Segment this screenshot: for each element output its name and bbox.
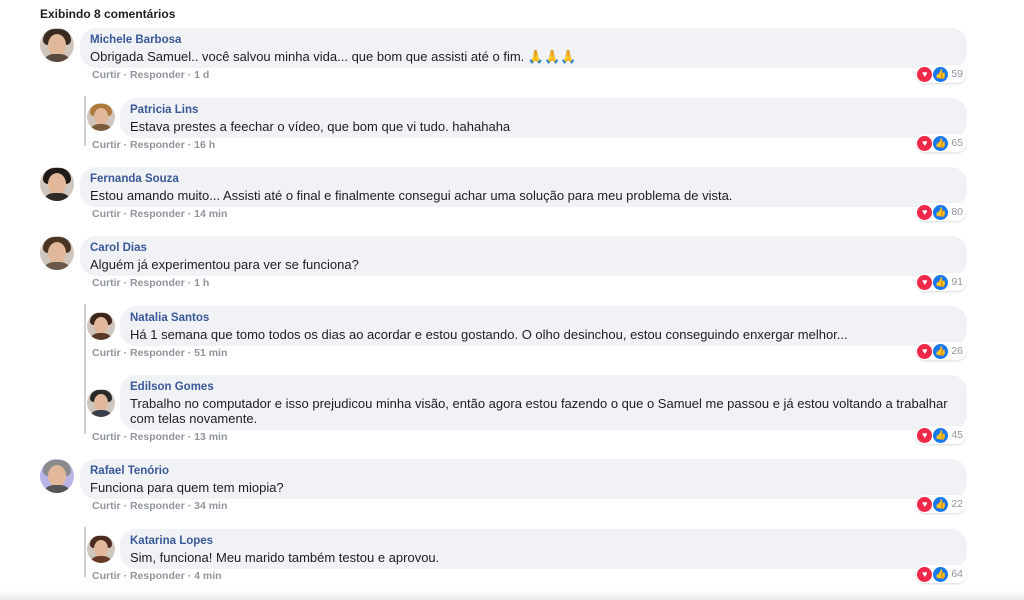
comment-actions: Curtir · Responder · 14 min <box>92 208 228 220</box>
like-link[interactable]: Curtir <box>92 208 121 220</box>
comment-author[interactable]: Fernanda Souza <box>90 173 179 185</box>
heart-icon: ♥ <box>917 67 932 82</box>
like-link[interactable]: Curtir <box>92 431 121 443</box>
reply-link[interactable]: Responder <box>129 139 185 151</box>
heart-icon: ♥ <box>917 344 932 359</box>
avatar[interactable] <box>87 103 115 131</box>
comment-actions: Curtir · Responder · 1 h <box>92 277 210 289</box>
reactions-summary[interactable] <box>916 495 966 513</box>
reaction-count: 45 <box>951 429 963 441</box>
comment-bubble <box>120 306 967 346</box>
like-link[interactable]: Curtir <box>92 570 121 582</box>
comment-bubble <box>80 459 967 499</box>
like-link[interactable]: Curtir <box>92 69 121 81</box>
thumbs-up-icon: 👍 <box>933 67 948 82</box>
reactions-summary[interactable] <box>916 134 966 152</box>
comment-time[interactable]: 1 d <box>194 69 210 81</box>
comment-bubble <box>120 529 967 569</box>
comment-actions: Curtir · Responder · 34 min <box>92 500 228 512</box>
comment-bubble <box>80 28 967 68</box>
reaction-count: 59 <box>951 68 963 80</box>
comment-text: Alguém já experimentou para ver se funciona? <box>90 257 359 272</box>
comment-bubble <box>80 236 967 276</box>
comment-actions: Curtir · Responder · 16 h <box>92 139 216 151</box>
reply-link[interactable]: Responder <box>129 570 185 582</box>
avatar[interactable] <box>87 535 115 563</box>
comment-actions: Curtir · Responder · 4 min <box>92 570 222 582</box>
avatar[interactable] <box>40 28 74 62</box>
reply-link[interactable]: Responder <box>129 500 185 512</box>
comment-text: Obrigada Samuel.. você salvou minha vida... que bom que assisti até o fim. 🙏🙏🙏 <box>90 49 577 64</box>
comment-author[interactable]: Natalia Santos <box>130 312 210 324</box>
comment-author[interactable]: Patricia Lins <box>130 104 199 116</box>
comment-author[interactable]: Katarina Lopes <box>130 535 214 547</box>
heart-icon: ♥ <box>917 567 932 582</box>
like-link[interactable]: Curtir <box>92 277 121 289</box>
comment-bubble <box>80 167 967 207</box>
bottom-fade <box>0 590 1024 600</box>
comment-actions: Curtir · Responder · 1 d <box>92 69 210 81</box>
comment-author[interactable]: Edilson Gomes <box>130 381 214 393</box>
avatar[interactable] <box>87 312 115 340</box>
comments-count-title: Exibindo 8 comentários <box>40 7 176 21</box>
reply-link[interactable]: Responder <box>129 347 185 359</box>
comment-time[interactable]: 14 min <box>194 208 228 220</box>
heart-icon: ♥ <box>917 205 932 220</box>
thumbs-up-icon: 👍 <box>933 205 948 220</box>
thumbs-up-icon: 👍 <box>933 428 948 443</box>
comment-time[interactable]: 13 min <box>194 431 228 443</box>
comment-text: Estava prestes a feechar o vídeo, que bom que vi tudo. hahahaha <box>130 119 511 134</box>
like-link[interactable]: Curtir <box>92 139 121 151</box>
like-link[interactable]: Curtir <box>92 500 121 512</box>
reply-link[interactable]: Responder <box>129 69 185 81</box>
comment-time[interactable]: 4 min <box>194 570 222 582</box>
reaction-count: 26 <box>951 345 963 357</box>
avatar[interactable] <box>87 389 115 417</box>
heart-icon: ♥ <box>917 497 932 512</box>
heart-icon: ♥ <box>917 136 932 151</box>
reaction-count: 80 <box>951 206 963 218</box>
comment-time[interactable]: 16 h <box>194 139 216 151</box>
comment-bubble <box>120 98 967 138</box>
comment-text: Trabalho no computador e isso prejudicou minha visão, então agora estou fazendo o que o Samuel me passou e já estou voltando a trabalhar com telas novamente. <box>130 396 948 426</box>
reply-thread-line <box>84 96 86 146</box>
thumbs-up-icon: 👍 <box>933 275 948 290</box>
comment-text: Sim, funciona! Meu marido também testou e aprovou. <box>130 550 440 565</box>
comment-time[interactable]: 1 h <box>194 277 210 289</box>
reaction-count: 22 <box>951 498 963 510</box>
heart-icon: ♥ <box>917 275 932 290</box>
comment-time[interactable]: 34 min <box>194 500 228 512</box>
comment-author[interactable]: Michele Barbosa <box>90 34 182 46</box>
reactions-summary[interactable] <box>916 426 966 444</box>
reaction-count: 65 <box>951 137 963 149</box>
thumbs-up-icon: 👍 <box>933 344 948 359</box>
comment-text: Há 1 semana que tomo todos os dias ao acordar e estou gostando. O olho desinchou, estou conseguindo enxergar melhor... <box>130 327 848 342</box>
comment-time[interactable]: 51 min <box>194 347 228 359</box>
thumbs-up-icon: 👍 <box>933 567 948 582</box>
thumbs-up-icon: 👍 <box>933 497 948 512</box>
like-link[interactable]: Curtir <box>92 347 121 359</box>
comment-text: Estou amando muito... Assisti até o final e finalmente consegui achar uma solução para meu problema de vista. <box>90 188 733 203</box>
reactions-summary[interactable] <box>916 342 966 360</box>
reactions-summary[interactable] <box>916 203 966 221</box>
avatar[interactable] <box>40 167 74 201</box>
reactions-summary[interactable] <box>916 565 966 583</box>
reply-link[interactable]: Responder <box>129 431 185 443</box>
comment-actions: Curtir · Responder · 13 min <box>92 431 228 443</box>
reply-link[interactable]: Responder <box>129 277 185 289</box>
reply-link[interactable]: Responder <box>129 208 185 220</box>
comment-author[interactable]: Carol Dias <box>90 242 147 254</box>
reactions-summary[interactable] <box>916 65 966 83</box>
reply-thread-line <box>84 527 86 577</box>
reaction-count: 64 <box>951 568 963 580</box>
heart-icon: ♥ <box>917 428 932 443</box>
avatar[interactable] <box>40 236 74 270</box>
comment-bubble <box>120 375 967 430</box>
comment-actions: Curtir · Responder · 51 min <box>92 347 228 359</box>
comment-author[interactable]: Rafael Tenório <box>90 465 170 477</box>
avatar[interactable] <box>40 459 74 493</box>
comment-text: Funciona para quem tem miopia? <box>90 480 284 495</box>
reaction-count: 91 <box>951 276 963 288</box>
reply-thread-line <box>84 304 86 434</box>
reactions-summary[interactable] <box>916 273 966 291</box>
thumbs-up-icon: 👍 <box>933 136 948 151</box>
